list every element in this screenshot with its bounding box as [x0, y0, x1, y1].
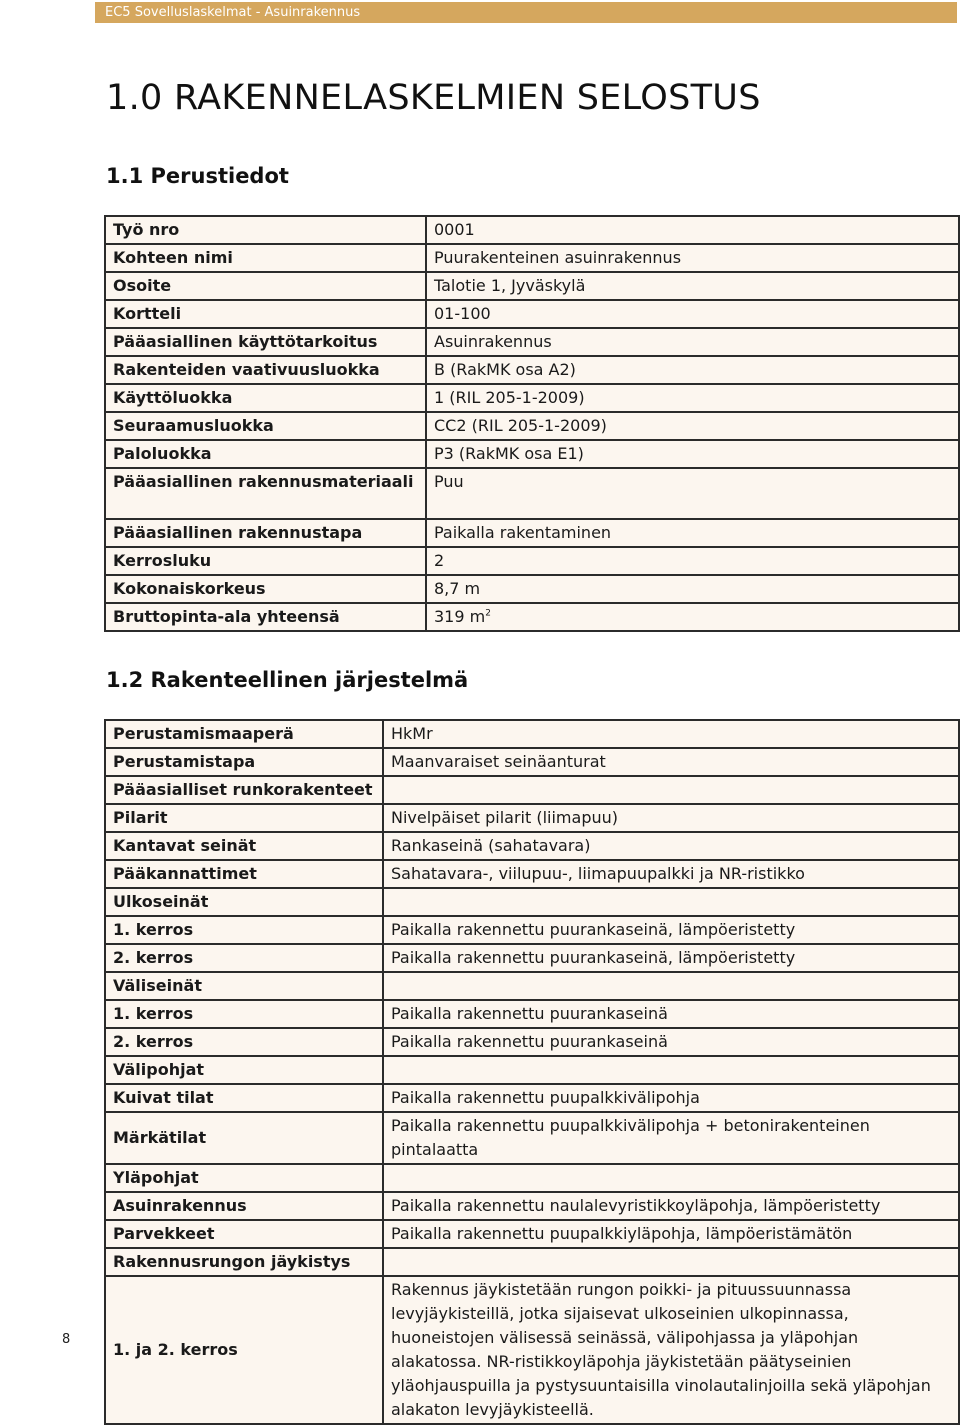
row-value: 01-100 — [426, 300, 959, 328]
row-label: Kerrosluku — [105, 547, 426, 575]
row-value: Rankaseinä (sahatavara) — [383, 832, 959, 860]
row-label: Osoite — [105, 272, 426, 300]
table-row — [105, 328, 959, 356]
table-row — [105, 412, 959, 440]
row-value — [383, 1056, 959, 1084]
row-value: Nivelpäiset pilarit (liimapuu) — [383, 804, 959, 832]
table-row — [105, 216, 959, 244]
row-label: Rakenteiden vaativuusluokka — [105, 356, 426, 384]
row-value: Puurakenteinen asuinrakennus — [426, 244, 959, 272]
row-value: P3 (RakMK osa E1) — [426, 440, 959, 468]
table-row — [105, 547, 959, 575]
row-value: 0001 — [426, 216, 959, 244]
row-value: Rakennus jäykistetään rungon poikki- ja pituussuunnassa levyjäykisteillä, jotka sijaisevat ulkoseinien ulkopinnassa, huoneistojen välisessä seinässä, välipohjassa ja yläpohjan alakatossa. NR-ristikkoyläpohja jäykistetään päätyseinien yläohjauspuilla ja pystysuuntaisilla vinolautalinjoilla sekä yläpohjan alakaton levyjäykisteellä. — [383, 1276, 959, 1424]
row-label: Käyttöluokka — [105, 384, 426, 412]
table-row — [105, 1192, 959, 1220]
table-row — [105, 888, 959, 916]
row-label: Asuinrakennus — [105, 1192, 383, 1220]
table-row — [105, 1248, 959, 1276]
row-value — [383, 1164, 959, 1192]
table-row — [105, 603, 959, 631]
running-header: EC5 Sovelluslaskelmat - Asuinrakennus — [95, 2, 957, 23]
row-value: Puu — [426, 468, 959, 519]
row-label: Parvekkeet — [105, 1220, 383, 1248]
row-label: Kortteli — [105, 300, 426, 328]
table-row — [105, 1112, 959, 1164]
table-row — [105, 272, 959, 300]
table-row — [105, 776, 959, 804]
row-value: Talotie 1, Jyväskylä — [426, 272, 959, 300]
row-label: 2. kerros — [105, 944, 383, 972]
table-row — [105, 804, 959, 832]
row-value — [383, 776, 959, 804]
row-value: CC2 (RIL 205-1-2009) — [426, 412, 959, 440]
row-label: Pääkannattimet — [105, 860, 383, 888]
row-value: Paikalla rakennettu puurankaseinä, lämpöeristetty — [383, 916, 959, 944]
row-label: Pilarit — [105, 804, 383, 832]
table-row — [105, 1220, 959, 1248]
section-title-rakenteellinen-jarjestelma: 1.2 Rakenteellinen järjestelmä — [106, 668, 469, 692]
row-value: 8,7 m — [426, 575, 959, 603]
structural-system-table — [104, 719, 960, 1425]
row-label: Yläpohjat — [105, 1164, 383, 1192]
table-row — [105, 244, 959, 272]
table-row — [105, 916, 959, 944]
table-row — [105, 1276, 959, 1424]
row-value: HkMr — [383, 720, 959, 748]
table-row — [105, 356, 959, 384]
row-label: Paloluokka — [105, 440, 426, 468]
row-label: Perustamismaaperä — [105, 720, 383, 748]
row-label: Kuivat tilat — [105, 1084, 383, 1112]
row-value: Paikalla rakennettu puurankaseinä — [383, 1000, 959, 1028]
table-row — [105, 468, 959, 519]
row-value: Paikalla rakentaminen — [426, 519, 959, 547]
row-value: Paikalla rakennettu puurankaseinä, lämpöeristetty — [383, 944, 959, 972]
row-value: Paikalla rakennettu naulalevyristikkoyläpohja, lämpöeristetty — [383, 1192, 959, 1220]
table-row — [105, 1084, 959, 1112]
table-row — [105, 1056, 959, 1084]
section-title-perustiedot: 1.1 Perustiedot — [106, 164, 289, 188]
row-value: Paikalla rakennettu puupalkkiyläpohja, lämpöeristämätön — [383, 1220, 959, 1248]
row-label: Märkätilat — [105, 1112, 383, 1164]
table-row — [105, 832, 959, 860]
row-label: Rakennusrungon jäykistys — [105, 1248, 383, 1276]
basic-info-table — [104, 215, 960, 632]
row-value: B (RakMK osa A2) — [426, 356, 959, 384]
row-label: 1. ja 2. kerros — [105, 1276, 383, 1424]
row-value — [383, 888, 959, 916]
row-value: 2 — [426, 547, 959, 575]
row-value — [426, 603, 959, 631]
row-label: Pääasiallinen rakennustapa — [105, 519, 426, 547]
row-label: Perustamistapa — [105, 748, 383, 776]
row-label: Pääasiallinen rakennusmateriaali — [105, 468, 426, 519]
table-row — [105, 972, 959, 1000]
table-row — [105, 300, 959, 328]
table-row — [105, 1028, 959, 1056]
row-label: Seuraamusluokka — [105, 412, 426, 440]
area-value: 319 m — [434, 607, 486, 626]
row-label: Välipohjat — [105, 1056, 383, 1084]
table-row — [105, 575, 959, 603]
table-row — [105, 519, 959, 547]
row-value: Paikalla rakennettu puurankaseinä — [383, 1028, 959, 1056]
row-label: 1. kerros — [105, 1000, 383, 1028]
row-label: Kohteen nimi — [105, 244, 426, 272]
row-label: Kantavat seinät — [105, 832, 383, 860]
page-number: 8 — [62, 1332, 71, 1347]
row-value: Sahatavara-, viilupuu-, liimapuupalkki ja NR-ristikko — [383, 860, 959, 888]
table-row — [105, 384, 959, 412]
page-title: 1.0 RAKENNELASKELMIEN SELOSTUS — [106, 78, 761, 118]
row-label: Pääasiallinen käyttötarkoitus — [105, 328, 426, 356]
row-label: Ulkoseinät — [105, 888, 383, 916]
area-unit-exponent: 2 — [485, 608, 491, 619]
row-label: Kokonaiskorkeus — [105, 575, 426, 603]
row-value: Asuinrakennus — [426, 328, 959, 356]
row-label: Bruttopinta-ala yhteensä — [105, 603, 426, 631]
row-value: 1 (RIL 205-1-2009) — [426, 384, 959, 412]
row-label: Työ nro — [105, 216, 426, 244]
row-label: Pääasialliset runkorakenteet — [105, 776, 383, 804]
table-row — [105, 720, 959, 748]
row-value: Maanvaraiset seinäanturat — [383, 748, 959, 776]
row-value: Paikalla rakennettu puupalkkivälipohja — [383, 1084, 959, 1112]
row-label: 2. kerros — [105, 1028, 383, 1056]
row-label: Väliseinät — [105, 972, 383, 1000]
row-value — [383, 1248, 959, 1276]
table-row — [105, 860, 959, 888]
table-row — [105, 1000, 959, 1028]
row-value — [383, 972, 959, 1000]
table-row — [105, 440, 959, 468]
row-label: 1. kerros — [105, 916, 383, 944]
table-row — [105, 748, 959, 776]
row-value: Paikalla rakennettu puupalkkivälipohja + betonirakenteinen pintalaatta — [383, 1112, 959, 1164]
table-row — [105, 944, 959, 972]
table-row — [105, 1164, 959, 1192]
